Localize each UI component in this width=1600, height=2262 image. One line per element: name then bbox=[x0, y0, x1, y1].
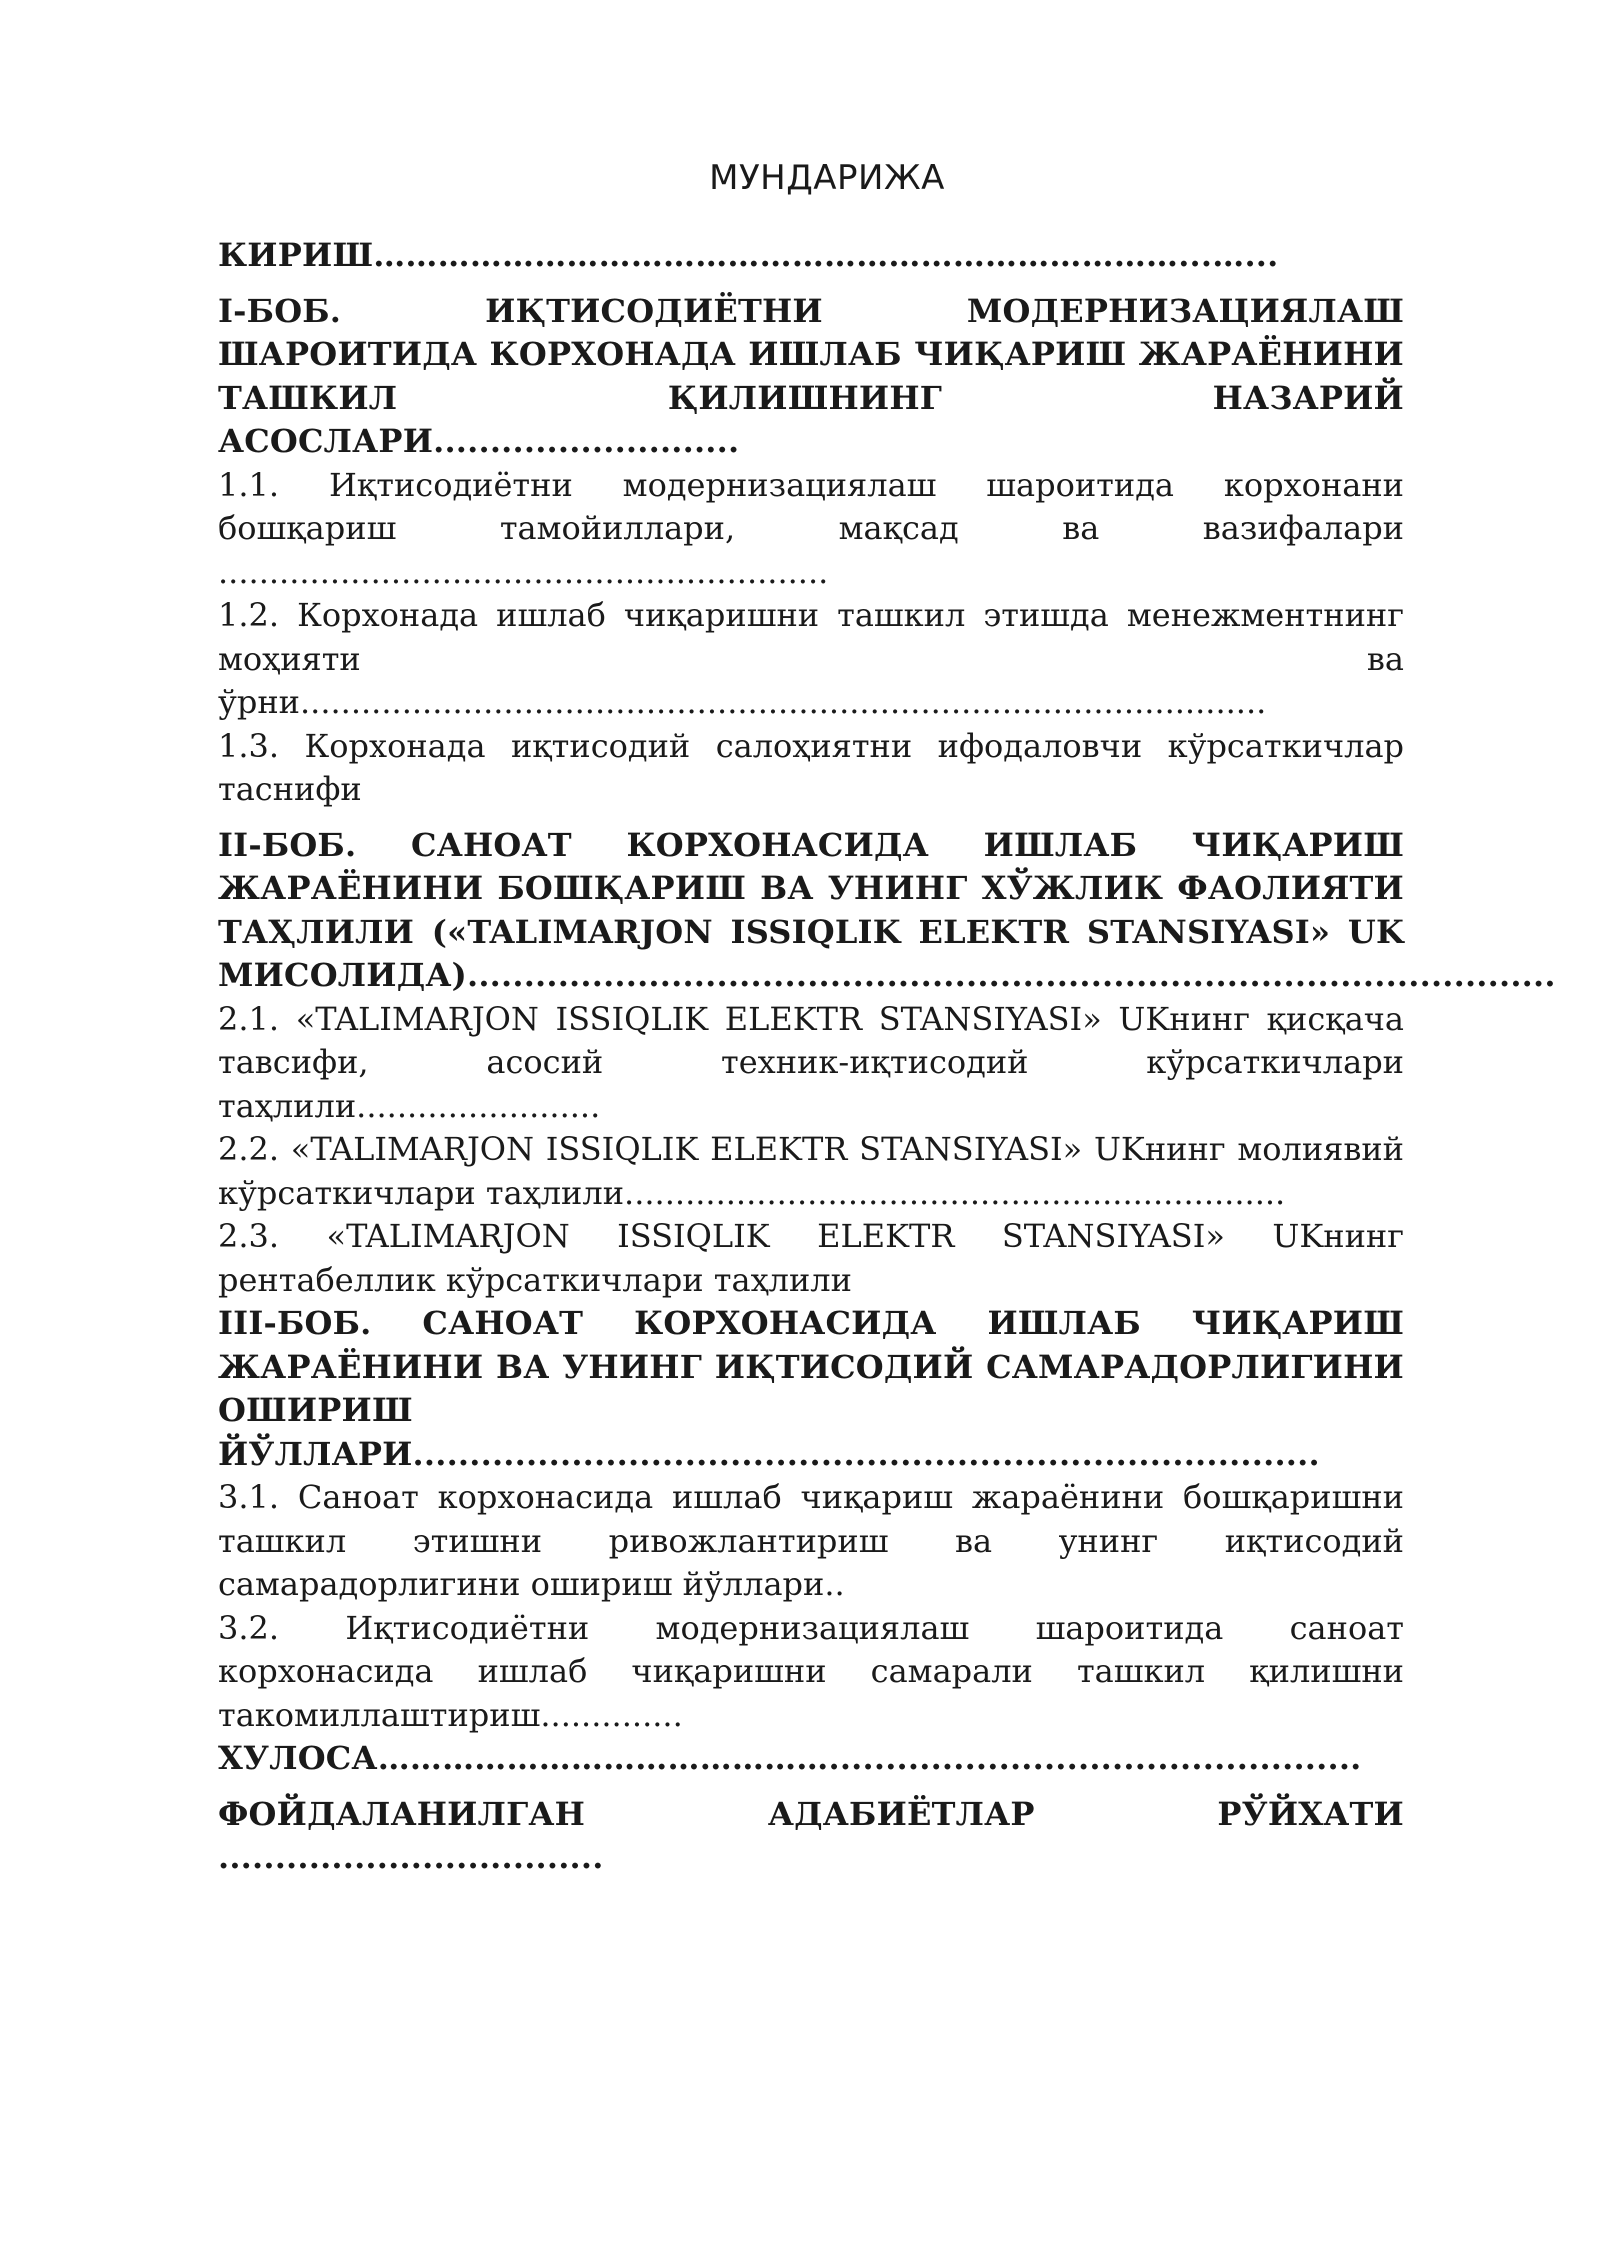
document-title: МУНДАРИЖА bbox=[709, 158, 945, 198]
toc-section-3-1: 3.1. Саноат корхонасида ишлаб чиқариш жараёнини бошқаришни ташкил этишни ривожлантириш ва унинг иқтисодий самарадорлигини ошириш йўллари.. bbox=[218, 1478, 1404, 1603]
toc-section-2-1: 2.1. «TALIMARJON ISSIQLIK ELEKTR STANSIYASI» UKнинг қисқача тавсифи, асосий техник-иқтисодий кўрсаткичлари таҳлили........................ bbox=[218, 999, 1404, 1125]
toc-references: ФОЙДАЛАНИЛГАН АДАБИЁТЛАР РЎЙХАТИ .................................. bbox=[218, 1794, 1404, 1876]
toc-conclusion: ХУЛОСА……………………………………............................................... bbox=[218, 1739, 1362, 1777]
toc-section-1-1: 1.1. Иқтисодиётни модернизациялаш шароитида корхонани бошқариш тамойиллари, мақсад ва вазифалари ............................................................ bbox=[218, 465, 1404, 591]
toc-section-1-2: 1.2. Корхонада ишлаб чиқаришни ташкил этишда менежментнинг моҳияти ва ўрни............................................................................................... bbox=[218, 596, 1404, 721]
toc-section-3-2: 3.2. Иқтисодиётни модернизациялаш шароитида саноат корхонасида ишлаб чиқаришни самарали ташкил қилишни такомиллаштириш.............. bbox=[218, 1608, 1404, 1734]
toc-section-1-3: 1.3. Корхонада иқтисодий салоҳиятни ифодаловчи кўрсаткичлар таснифи bbox=[218, 726, 1404, 808]
toc-introduction: КИРИШ…………………………………………………………………...…... bbox=[218, 236, 1279, 274]
toc-section-2-2: 2.2. «TALIMARJON ISSIQLIK ELEKTR STANSIYASI» UKнинг молиявий кўрсаткичлари таҳлили................................................................. bbox=[218, 1130, 1404, 1212]
toc-chapter-2: II-БОБ. САНОАТ КОРХОНАСИДА ИШЛАБ ЧИҚАРИШ ЖАРАЁНИНИ БОШҚАРИШ ВА УНИНГ ХЎЖЛИК ФАОЛИЯТИ ТАҲЛИЛИ («TALIMARJON ISSIQLIK ELEKTR STANSIYASI» UK МИСОЛИДА)................................................................................................ bbox=[218, 825, 1556, 994]
table-of-contents bbox=[218, 234, 1556, 1880]
toc-chapter-1: I-БОБ. ИҚТИСОДИЁТНИ МОДЕРНИЗАЦИЯЛАШ ШАРОИТИДА КОРХОНАДА ИШЛАБ ЧИҚАРИШ ЖАРАЁНИНИ ТАШКИЛ ҚИЛИШНИНГ НАЗАРИЙ АСОСЛАРИ........................... bbox=[218, 291, 1404, 460]
document-page bbox=[218, 148, 1556, 1880]
toc-section-2-3: 2.3. «TALIMARJON ISSIQLIK ELEKTR STANSIYASI» UKнинг рентабеллик кўрсаткичлари таҳлили bbox=[218, 1217, 1404, 1299]
toc-chapter-3: III-БОБ. САНОАТ КОРХОНАСИДА ИШЛАБ ЧИҚАРИШ ЖАРАЁНИНИ ВА УНИНГ ИҚТИСОДИЙ САМАРАДОРЛИГИНИ ОШИРИШ ЙЎЛЛАРИ................................................................................ bbox=[218, 1304, 1404, 1473]
